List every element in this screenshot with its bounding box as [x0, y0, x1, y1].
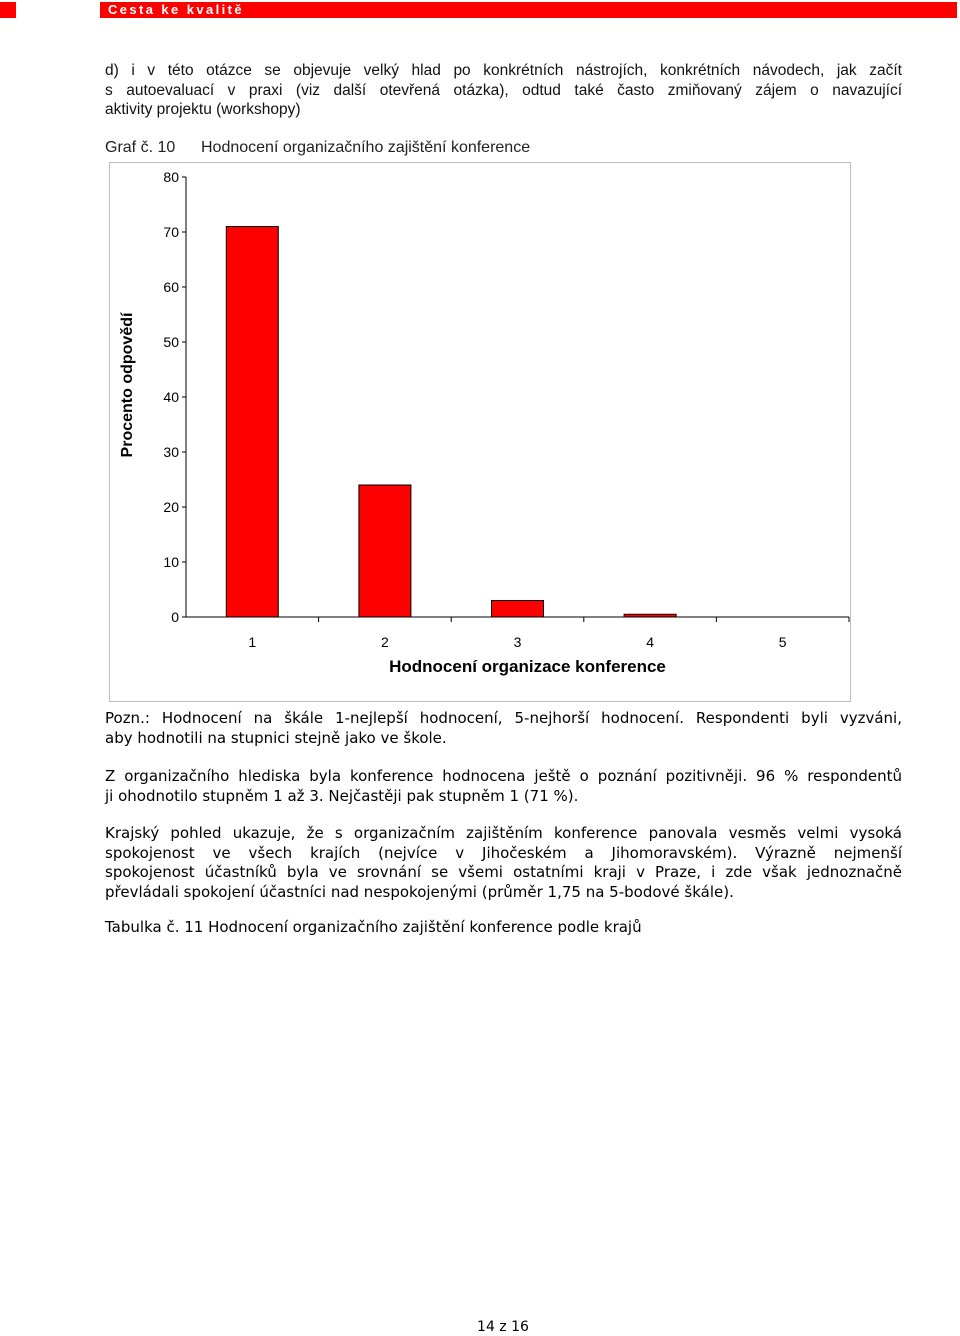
bar-chart [110, 163, 850, 701]
y-tick-label: 60 [163, 279, 179, 295]
bar-category-2 [359, 485, 411, 617]
regional-line-2: spokojenost ve všech krajích (nejvíce v Jihočeském a Jihomoravském). Výrazně nejmenší [105, 843, 902, 862]
bar-category-3 [492, 601, 544, 618]
header-corner-mark [0, 2, 16, 18]
x-tick-label: 4 [646, 634, 654, 650]
y-tick-label: 40 [163, 389, 179, 405]
x-tick-label: 3 [513, 634, 522, 650]
y-tick-label: 50 [163, 334, 179, 350]
bar-category-1 [226, 227, 278, 618]
summary-line-1: Z organizačního hlediska byla konference hodnocena ještě o poznání pozitivněji. 96 % respondentů [105, 767, 902, 785]
intro-line-3: aktivity projektu (workshopy) [105, 101, 301, 118]
y-tick-label: 20 [163, 499, 179, 515]
intro-line-2: s autoevaluací v praxi (viz další otevřená otázka), odtud také často zmiňovaný zájem o navazující [105, 81, 902, 99]
intro-paragraph [105, 61, 902, 120]
x-axis-title: Hodnocení organizace konference [389, 657, 666, 676]
x-tick-label: 1 [248, 634, 257, 650]
graph-caption [105, 139, 530, 157]
regional-line-3: spokojenost účastníků byla ve srovnání se všemi ostatními kraji v Praze, i zde však jednoznačně [105, 863, 902, 881]
summary-paragraph [105, 767, 902, 806]
note-paragraph [105, 709, 902, 748]
header-title: Cesta ke kvalitě [108, 2, 244, 17]
y-tick-label: 30 [163, 444, 179, 460]
y-axis-title: Procento odpovědí [119, 312, 136, 458]
regional-paragraph [105, 824, 902, 902]
table-caption: Tabulka č. 11 Hodnocení organizačního zajištění konference podle krajů [105, 918, 642, 936]
summary-line-2: ji ohodnotilo stupněm 1 až 3. Nejčastěji pak stupněm 1 (71 %). [105, 786, 579, 805]
y-tick-label: 10 [163, 554, 179, 570]
regional-line-1: Krajský pohled ukazuje, že s organizačním zajištěním konference panovala vesměs velmi vysoká [105, 824, 902, 842]
note-line-2: aby hodnotili na stupnici stejně jako ve škole. [105, 728, 447, 747]
graph-title: Hodnocení organizačního zajištění konference [201, 139, 531, 156]
bar-category-4 [624, 614, 676, 617]
y-tick-label: 0 [171, 609, 179, 625]
chart-frame [109, 162, 851, 702]
header-bar [100, 2, 957, 18]
regional-line-4: převládali spokojení účastníci nad nespokojenými (průměr 1,75 na 5-bodové škále). [105, 882, 734, 901]
page-number: 14 z 16 [477, 1319, 529, 1335]
intro-line-1: d) i v této otázce se objevuje velký hlad po konkrétních nástrojích, konkrétních návodech, jak začít [105, 62, 902, 79]
x-tick-label: 2 [381, 634, 389, 650]
y-tick-label: 70 [163, 224, 179, 240]
graph-number: Graf č. 10 [105, 139, 176, 156]
note-line-1: Pozn.: Hodnocení na škále 1-nejlepší hodnocení, 5-nejhorší hodnocení. Respondenti byli vyzváni, [105, 709, 902, 727]
y-tick-label: 80 [163, 169, 179, 185]
x-tick-label: 5 [778, 634, 787, 650]
